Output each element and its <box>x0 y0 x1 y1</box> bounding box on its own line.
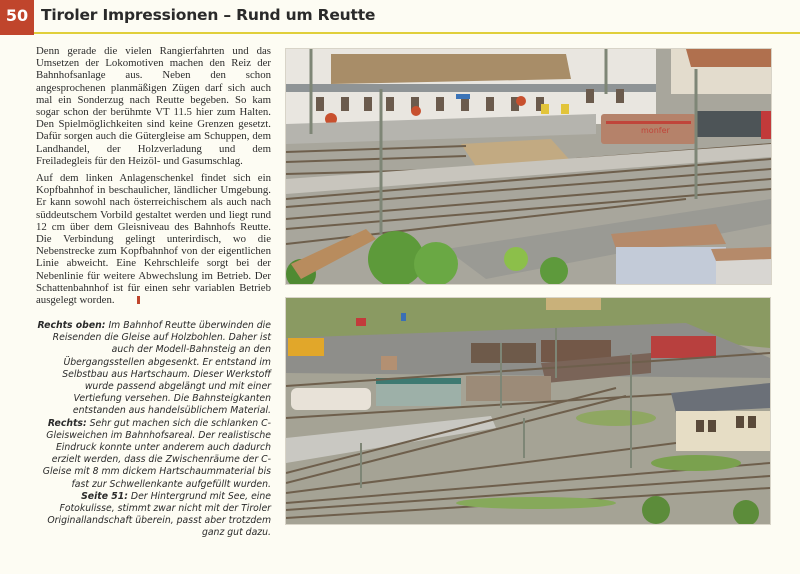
station-scene-illustration <box>286 49 771 284</box>
photo-station-reutte <box>285 48 772 285</box>
photo-captions <box>36 320 271 540</box>
caption-top-right <box>36 320 271 418</box>
photo-yard-turnouts <box>285 297 771 525</box>
body-paragraph-2 <box>36 172 271 306</box>
wagon-lettering: monfer <box>641 126 670 135</box>
caption-text: Im Bahnhof Reutte überwinden die Reisenden die Gleise auf Holzbohlen. Daher ist auch der Modell-Bahnsteig an den Übergangsstellen abgesenkt. Er entstand im Selbstbau aus Hartschaum. Dieser Werkstoff wurde passend abgelängt und mit einer Vertiefung versehen. Die Bahnsteigkanten entstanden aus handelsüblichem Material. <box>52 320 271 417</box>
paragraph-text: Denn gerade die vielen Rangierfahrten und das Umsetzen der Lokomotiven machen den Reiz der Bahnhofsanlage aus. Neben den schon angesprochenen planmäßigen Zügen darf sich auch mal ein Sonderzug nach Reutte begeben. So kam sogar schon der berühmte VT 11.5 hier zum Halten. Den Spielmöglichkeiten sind keine Grenzen gesetzt. Dafür sorgen auch die Gütergleise am Schuppen, dem Landhandel, der Holzverladung und dem Freiladegleis für den Heizöl- und Gasumschlag. <box>36 45 271 167</box>
page-number-badge: 50 <box>0 0 34 35</box>
caption-page-51 <box>36 491 271 540</box>
article-end-mark <box>137 296 140 304</box>
caption-label: Seite 51: <box>81 490 128 502</box>
paragraph-text: Auf dem linken Anlagenschenkel findet sich ein Kopfbahnhof in beschaulicher, ländlicher Umgebung. Er kann sowohl nach österreichischem als auch nach süddeutschem Vorbild gestaltet werden und liegt rund 12 cm über dem Gleisniveau des Bahnhofs Reutte. Die Verbindung gelingt unterirdisch, wo die Nebenstrecke zum Kopfbahnhof von der eigentlichen Linie abweicht. Eine Kehrschleife sorgt bei der Nebenlinie für weitere Abwechslung im Betrieb. Der Schattenbahnhof ist für einen sehr variablen Betrieb ausgelegt worden. <box>36 172 271 307</box>
caption-label: Rechts: <box>47 417 87 429</box>
caption-text: Sehr gut machen sich die schlanken C-Gleisweichen im Bahnhofsareal. Der realistische Eindruck konnte unter anderem auch dadurch erzielt werden, dass die Zwischenräume der C-Gleise mit 8 mm dickem Hartschaummaterial bis fast zur Schwellenkante aufgefüllt wurden. <box>42 417 271 490</box>
body-paragraph-1 <box>36 45 271 167</box>
header-divider <box>34 32 800 34</box>
yard-scene-illustration <box>286 298 770 524</box>
caption-right <box>36 418 271 491</box>
caption-text: Der Hintergrund mit See, eine Fotokulisse, stimmt zwar nicht mit der Tiroler Originallandschaft überein, passt aber trotzdem ganz gut dazu. <box>47 490 271 539</box>
page-title: Tiroler Impressionen – Rund um Reutte <box>41 6 376 24</box>
caption-label: Rechts oben: <box>37 320 106 331</box>
